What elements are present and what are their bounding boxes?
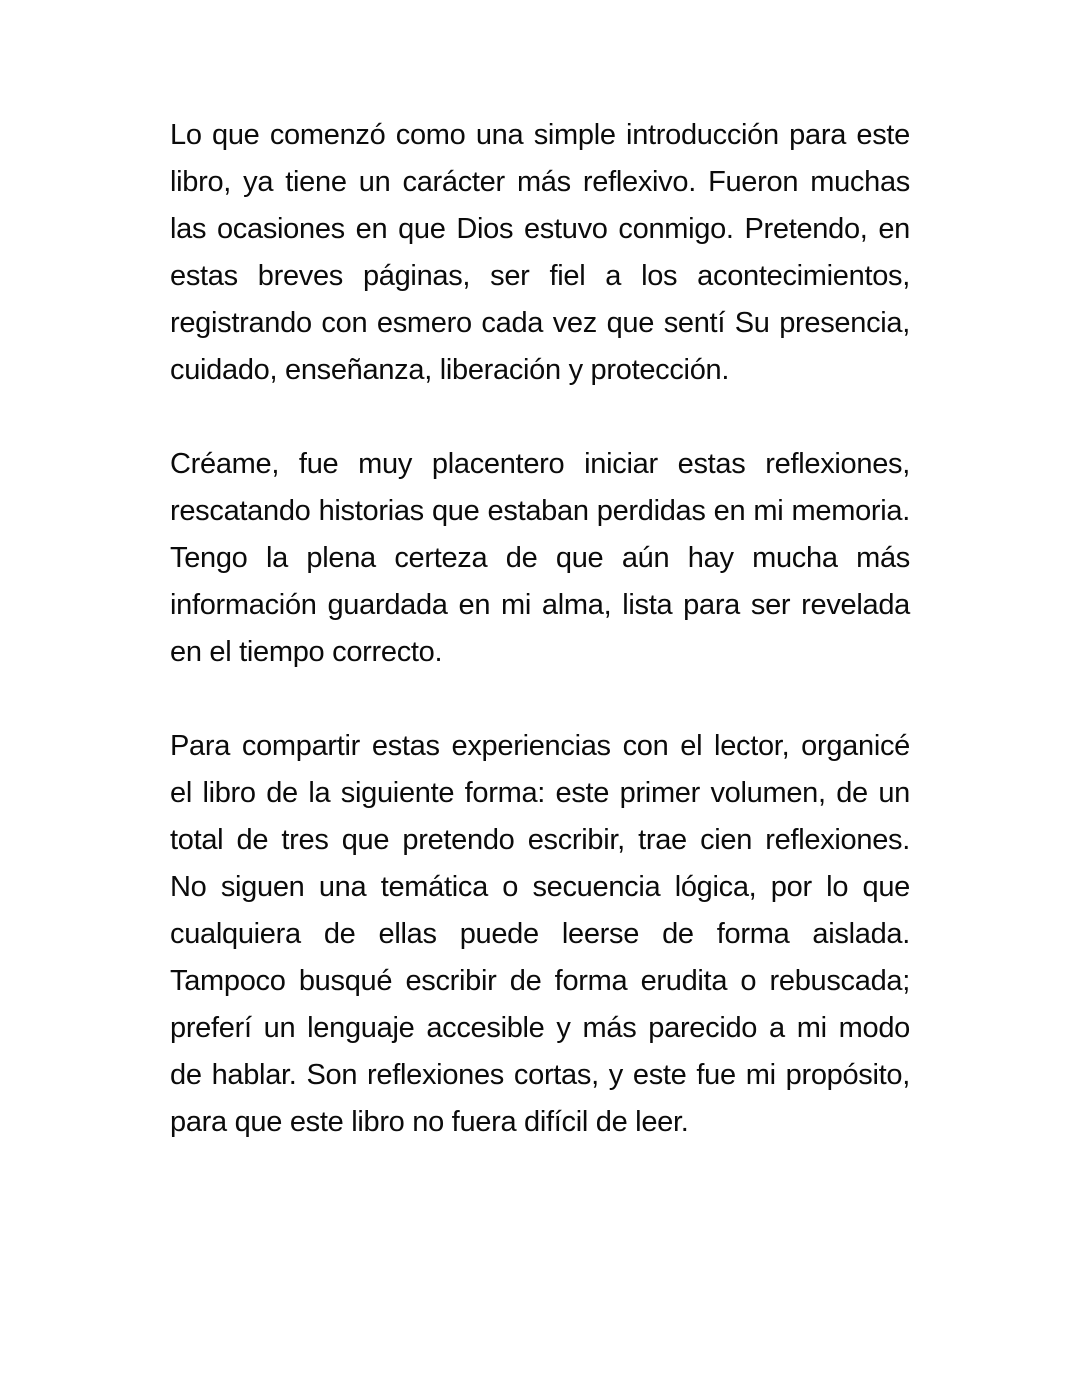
paragraph-3: Para compartir estas experiencias con el lector, organicé el libro de la siguiente forma: este primer volumen, de un total de tres que pretendo escribir, trae cien reflexiones. No siguen una temática o secuencia lógica, por lo que cualquiera de ellas puede leerse de forma aislada. Tampoco busqué escribir de forma erudita o rebuscada; preferí un lenguaje accesible y más parecido a mi modo de hablar. Son reflexiones cortas, y este fue mi propósito, para que este libro no fuera difícil de leer. (170, 730, 910, 1138)
text-block (170, 112, 910, 1146)
paragraph-2: Créame, fue muy placentero iniciar estas reflexiones, rescatando historias que estaban perdidas en mi memoria. Tengo la plena certeza de que aún hay mucha más información guardada en mi alma, lista para ser revelada en el tiempo correcto. (170, 448, 910, 668)
paragraph-1: Lo que comenzó como una simple introducción para este libro, ya tiene un carácter más reflexivo. Fueron muchas las ocasiones en que Dios estuvo conmigo. Pretendo, en estas breves páginas, ser fiel a los acontecimientos, registrando con esmero cada vez que sentí Su presencia, cuidado, enseñanza, liberación y protección. (170, 119, 910, 386)
